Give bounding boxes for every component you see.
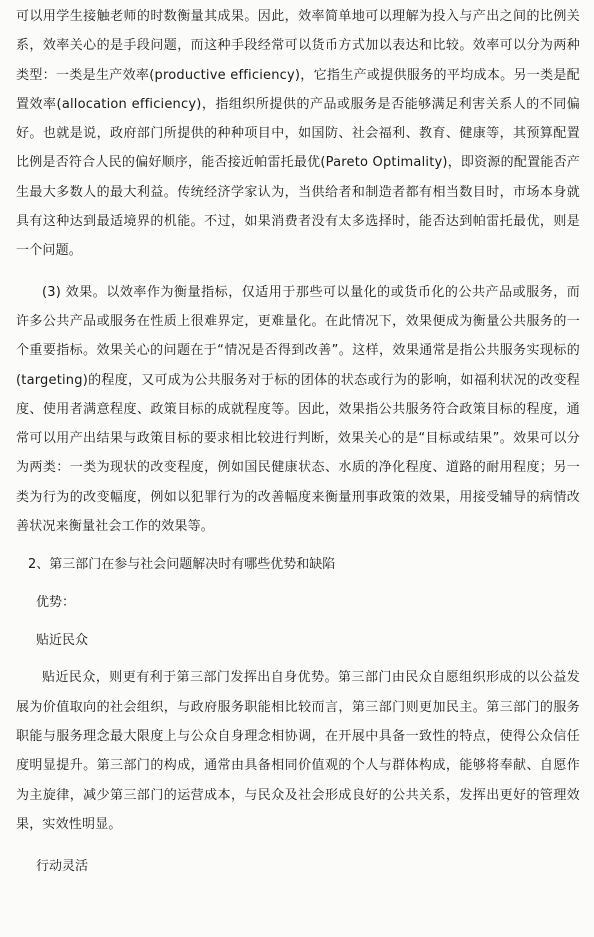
flexible-action-heading: 行动灵活 <box>36 859 89 875</box>
close-to-people-heading: 贴近民众 <box>36 633 89 649</box>
section-question-heading: 2、第三部门在参与社会问题解决时有哪些优势和缺陷 <box>28 557 336 573</box>
paragraph-effect: (3) 效果。以效率作为衡量指标，仅适用于那些可以量化的或货币化的公共产品或服务，而许多公共产品或服务在性质上很难界定，更难量化。在此情况下，效果便成为衡量公共服务的一个重要指标。效果关心的问题在于“情况是否得到改善”。这样，效果通常是指公共服务实现标的(targeting)的程度，又可成为公共服务对于标的团体的状态或行为的影响，如福利状况的改变程度、使用者满意程度、政策目标的成就程度等。因此，效果指公共服务符合政策目标的程度，通常可以用产出结果与政策目标的要求相比较进行判断，效果关心的是“目标或结果”。效果可以分为两类：一类为现状的改变程度，例如国民健康状态、水质的净化程度、道路的耐用程度；另一类为行为的改变幅度，例如以犯罪行为的改善幅度来衡量刑事政策的效果，用接受辅导的病情改善状况来衡量社会工作的效果等。 <box>16 284 580 535</box>
paragraph-close-to-people: 贴近民众，则更有利于第三部门发挥出自身优势。第三部门由民众自愿组织形成的以公益发展为价值取向的社会组织，与政府服务职能相比较而言，第三部门则更加民主。第三部门的服务职能与服务理念最大限度上与公众自身理念相协调，在开展中具备一致性的特点，使得公众信任度明显提升。第三部门的构成，通常由具备相同价值观的个人与群体构成，能够将奉献、自愿作为主旋律，减少第三部门的运营成本，与民众及社会形成良好的公共关系，发挥出更好的管理效果，实效性明显。 <box>16 670 580 832</box>
paragraph-efficiency: 可以用学生接触老师的时数衡量其成果。因此，效率简单地可以理解为投入与产出之间的比例关系，效率关心的是手段问题，而这种手段经常可以货币方式加以表达和比较。效率可以分为两种类型：一类是生产效率(productive efficiency)，它指生产或提供服务的平均成本。另一类是配置效率(allocation efficiency)，指组织所提供的产品或服务是否能够满足利害关系人的不同偏好。也就是说，政府部门所提供的种种项目中，如国防、社会福利、教育、健康等，其预算配置比例是否符合人民的偏好顺序，能否接近帕雷托最优(Pareto Optimality)，即资源的配置能否产生最大多数人的最大利益。传统经济学家认为，当供给者和制造者都有相当数目时，市场本身就具有这种达到最适境界的机能。不过，如果消费者没有太多选择时，能否达到帕雷托最优，则是一个问题。 <box>16 9 580 259</box>
advantages-heading: 优势： <box>36 595 76 611</box>
